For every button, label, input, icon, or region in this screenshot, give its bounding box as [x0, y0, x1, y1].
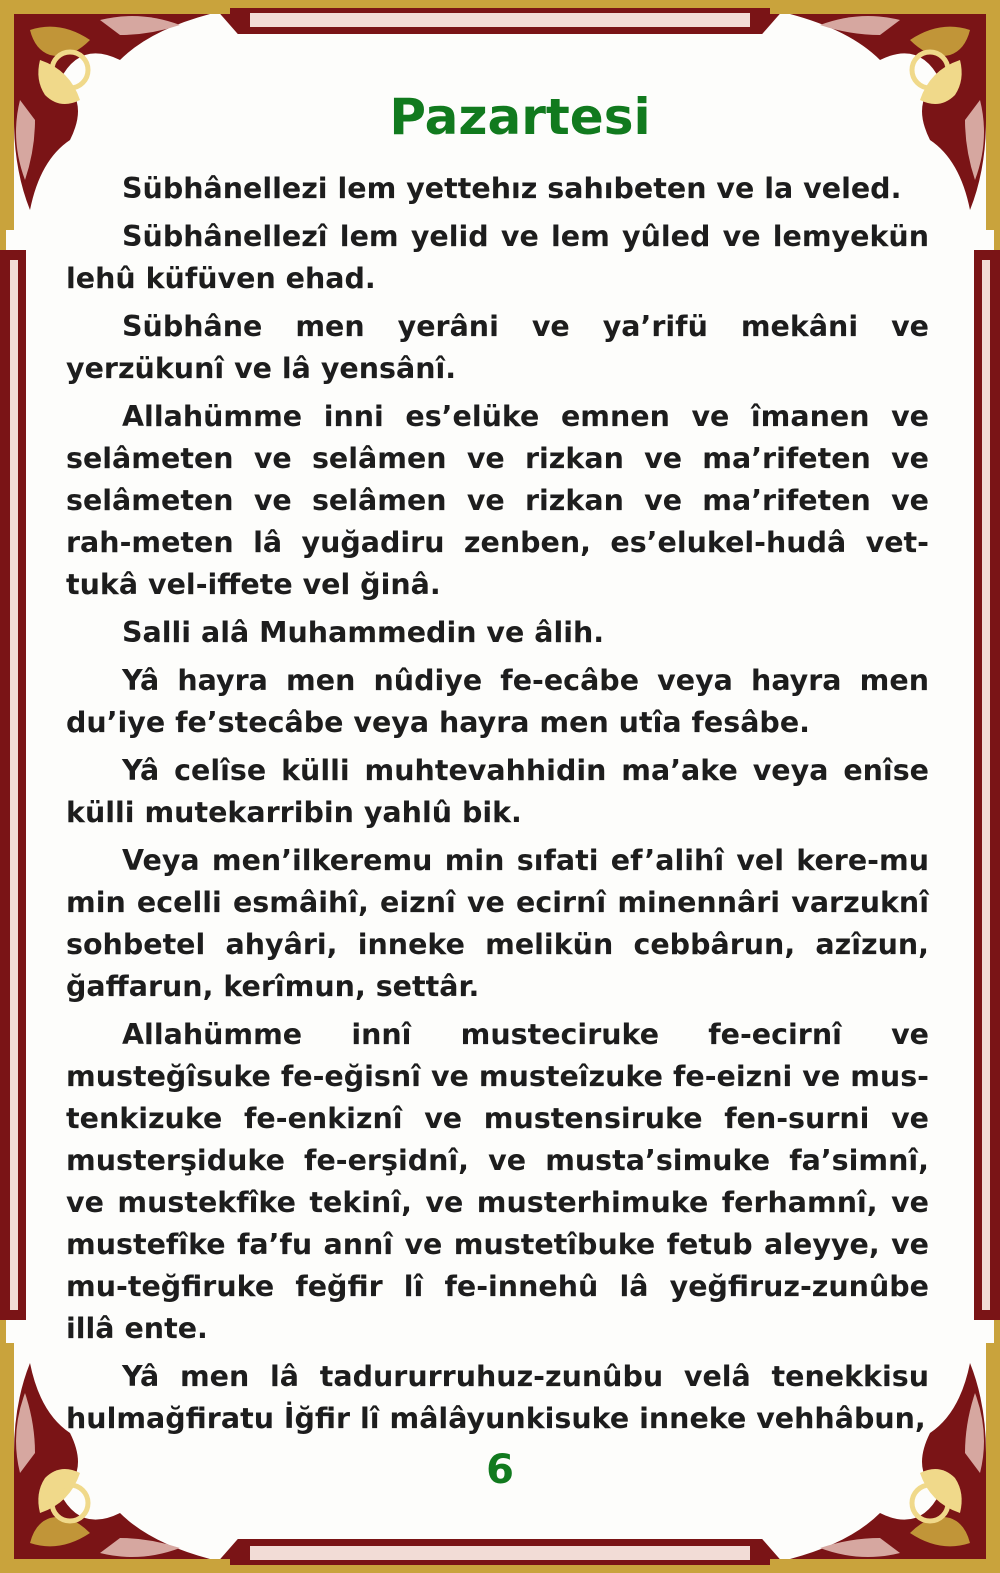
paragraph: Sübhânellezî lem yelid ve lem yûled ve lemyekün lehû küfüven ehad. [66, 220, 929, 295]
paragraph: Yâ hayra men nûdiye fe-ecâbe veya hayra men du’iye fe’stecâbe veya hayra men utîa fesâbe. [66, 664, 929, 739]
paragraph: Yâ celîse külli muhtevahhidin ma’ake veya enîse külli mutekarribin yahlû bik. [66, 754, 929, 829]
paragraph: Salli alâ Muhammedin ve âlih. [122, 616, 605, 649]
paragraph: Veya men’ilkeremu min sıfati ef’alihî vel kere-mu min ecelli esmâihî, eiznî ve ecirnî minennâri varzuknî sohbetel ahyâri, inneke melikün cebbârun, azîzun, ğaffarun, kerîmun, settâr. [66, 844, 929, 1003]
frame-band-right-inner [982, 260, 990, 1310]
paragraph: Yâ men lâ tadururruhuz-zunûbu velâ tenekkisu hulmağfiratu İğfir lî mâlâyunkisuke inneke vehhâbun, [66, 1360, 929, 1435]
frame-band-top-inner [250, 13, 750, 27]
paragraph: Allahümme inni es’elüke emnen ve îmanen ve selâmeten ve selâmen ve rizkan ve ma’rifeten ve selâmeten ve selâmen ve rizkan ve ma’rifeten ve rah-meten lâ yuğadiru zenben, es’elukel-hudâ vet-tukâ vel-iffete vel ğinâ. [66, 400, 929, 601]
frame-band-bottom-inner [250, 1546, 750, 1560]
paragraph: Sübhânellezi lem yettehız sahıbeten ve la veled. [122, 172, 902, 205]
frame-band-left-inner [10, 260, 18, 1310]
paragraph: Sübhâne men yerâni ve ya’rifü mekâni ve yerzükunî ve lâ yensânî. [66, 310, 929, 385]
prayer-text [66, 168, 929, 1446]
page-number: 6 [486, 1447, 514, 1493]
page-title: Pazartesi [389, 88, 651, 146]
paragraph: Allahümme innî musteciruke fe-ecirnî ve musteğîsuke fe-eğisnî ve musteîzuke fe-eizni ve mus-tenkizuke fe-enkiznî ve mustensiruke fen-surni ve musterşiduke fe-erşidnî, ve musta’simuke fa’simnî, ve mustekfîke tekinî, ve musterhimuke ferhamnî, ve mustefîke fa’fu annî ve mustetîbuke fetub aleyye, ve mu-teğfiruke feğfir lî fe-innehû lâ yeğfiruz-zunûbe illâ ente. [66, 1018, 929, 1345]
